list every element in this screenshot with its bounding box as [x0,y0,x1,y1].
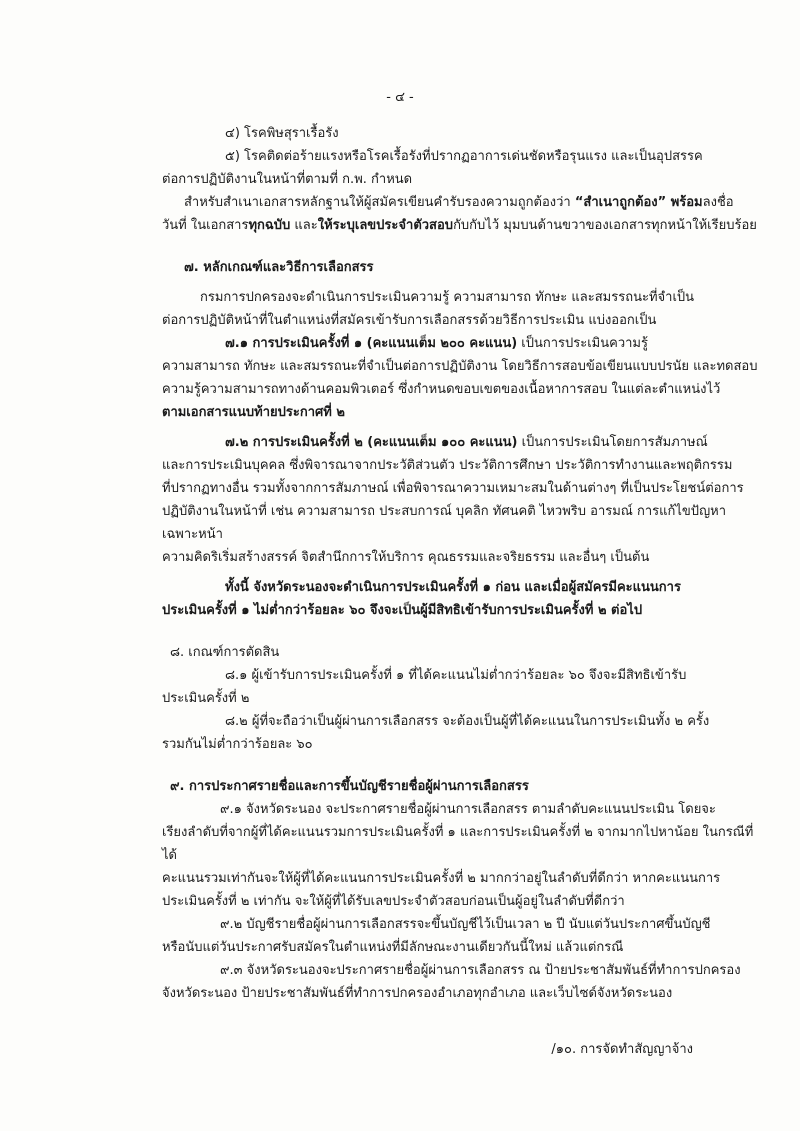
continuation-note: /๑๐. การจัดทำสัญญาจ้าง [551,1042,693,1057]
text-run: สำหรับสำเนาเอกสารหลักฐานให้ผู้สมัครเขียนคำรับรองความถูกต้องว่า [184,195,575,210]
paragraph-line: รวมกันไม่ต่ำกว่าร้อยละ ๖๐ [162,737,313,752]
text-run: ลงชื่อ [702,195,734,210]
paragraph-line: ความรู้ความสามารถทางด้านคอมพิวเตอร์ ซึ่งกำหนดขอบเขตของเนื้อหาการสอบ ในแต่ละตำแหน่งไว้ [162,382,721,397]
paragraph-line [162,332,758,355]
text-run-bold: ๗.๑ การประเมินครั้งที่ ๑ (คะแนนเต็ม ๒๐๐ คะแนน) [225,336,518,351]
paragraph-line: ประเมินครั้งที่ ๒ เท่ากัน จะให้ผู้ที่ได้รับเลขประจำตัวสอบก่อนเป็นผู้อยู่ในลำดับที่ดีกว่า [162,894,625,909]
paragraph-line: ๘.๑ ผู้เข้ารับการประเมินครั้งที่ ๑ ที่ได้คะแนนไม่ต่ำกว่าร้อยละ ๖๐ จึงจะมีสิทธิเข้ารับ [225,668,687,683]
paragraph-line [162,431,758,454]
section-heading: ๙. การประกาศรายชื่อและการขึ้นบัญชีรายชื่อผู้ผ่านการเลือกสรร [170,779,529,794]
text-run: วันที่ ในเอกสาร [162,218,249,233]
paragraph-line: ต่อการปฏิบัติหน้าที่ในตำแหน่งที่สมัครเข้ารับการเลือกสรรด้วยวิธีการประเมิน แบ่งออกเป็น [162,313,657,328]
paragraph-line: กรมการปกครองจะดำเนินการประเมินความรู้ ความสามารถ ทักษะ และสมรรถนะที่จำเป็น [200,290,695,305]
paragraph-line: ที่ปรากฏทางอื่น รวมทั้งจากการสัมภาษณ์ เพื่อพิจารณาความเหมาะสมในด้านต่างๆ ที่เป็นประโยชน์ต่อการ [162,481,744,496]
paragraph-line: ประเมินครั้งที่ ๒ [162,691,250,706]
paragraph-line [162,214,758,237]
text-run-bold: ๗.๒ การประเมินครั้งที่ ๒ (คะแนนเต็ม ๑๐๐ คะแนน) [225,435,518,450]
paragraph-line: ต่อการปฏิบัติงานในหน้าที่ตามที่ ก.พ. กำหนด [162,172,413,187]
paragraph-line: หรือนับแต่วันประกาศรับสมัครในตำแหน่งที่มีลักษณะงานเดียวกันนี้ใหม่ แล้วแต่กรณี [162,940,624,955]
list-item: ๔) โรคพิษสุราเรื้อรัง [225,126,339,141]
paragraph-line: และการประเมินบุคคล ซึ่งพิจารณาจากประวัติส่วนตัว ประวัติการศึกษา ประวัติการทำงานและพฤติกรรม [162,458,733,473]
list-item: ๕) โรคติดต่อร้ายแรงหรือโรคเรื้อรังที่ปรากฏอาการเด่นชัดหรือรุนแรง และเป็นอุปสรรค [225,149,703,164]
text-run-bold: ให้ระบุเลขประจำตัวสอบ [317,218,454,233]
text-run: เป็นการประเมินโดยการสัมภาษณ์ [517,435,708,450]
paragraph-line [162,191,758,214]
paragraph-line: ประเมินครั้งที่ ๑ ไม่ต่ำกว่าร้อยละ ๖๐ จึงจะเป็นผู้มีสิทธิเข้ารับการประเมินครั้งที่ ๒ ต่อไป [162,603,643,618]
paragraph-line: เรียงลำดับที่จากผู้ที่ได้คะแนนรวมการประเมินครั้งที่ ๑ และการประเมินครั้งที่ ๒ จากมากไปหาน้อย ในกรณีที่ได้ [162,825,754,863]
paragraph-line: ๙.๓ จังหวัดระนองจะประกาศรายชื่อผู้ผ่านการเลือกสรร ณ ป้ายประชาสัมพันธ์ที่ทำการปกครอง [220,963,741,978]
text-run-bold: “สำเนาถูกต้อง” พร้อม [574,195,703,210]
paragraph-line: ตามเอกสารแนบท้ายประกาศที่ ๒ [162,405,345,420]
paragraph-line: ๙.๑ จังหวัดระนอง จะประกาศรายชื่อผู้ผ่านการเลือกสรร ตามลำดับคะแนนประเมิน โดยจะ [220,802,716,817]
document-body [162,122,758,1061]
paragraph-line: จังหวัดระนอง ป้ายประชาสัมพันธ์ที่ทำการปกครองอำเภอทุกอำเภอ และเว็บไซด์จังหวัดระนอง [162,986,673,1001]
text-run: และ [290,218,318,233]
paragraph-line: คะแนนรวมเท่ากันจะให้ผู้ที่ได้คะแนนการประเมินครั้งที่ ๒ มากกว่าอยู่ในลำดับที่ดีกว่า หากคะแนนการ [162,871,721,886]
paragraph-line: ปฏิบัติงานในหน้าที่ เช่น ความสามารถ ประสบการณ์ บุคลิก ทัศนคติ ไหวพริบ อารมณ์ การแก้ไขปัญหาเฉพาะหน้า [162,504,727,542]
text-run: เป็นการประเมินความรู้ [517,336,648,351]
paragraph-line: ๘.๒ ผู้ที่จะถือว่าเป็นผู้ผ่านการเลือกสรร จะต้องเป็นผู้ที่ได้คะแนนในการประเมินทั้ง ๒ ครั้ง [225,714,710,729]
paragraph-line: ๙.๒ บัญชีรายชื่อผู้ผ่านการเลือกสรรจะขึ้นบัญชีไว้เป็นเวลา ๒ ปี นับแต่วันประกาศขึ้นบัญชี [220,917,711,932]
text-run-bold: ทุกฉบับ [248,218,291,233]
paragraph-line: ทั้งนี้ จังหวัดระนองจะดำเนินการประเมินครั้งที่ ๑ ก่อน และเมื่อผู้สมัครมีคะแนนการ [225,580,681,595]
paragraph-line: ความสามารถ ทักษะ และสมรรถนะที่จำเป็นต่อการปฏิบัติงาน โดยวิธีการสอบข้อเขียนแบบปรนัย และทดสอบ [162,359,758,374]
section-heading: ๘. เกณฑ์การตัดสิน [170,645,280,660]
text-run: กับกับไว้ มุมบนด้านขวาของเอกสารทุกหน้าให้เรียบร้อย [453,218,757,233]
section-heading: ๗. หลักเกณฑ์และวิธีการเลือกสรร [184,260,374,275]
page-number: - ๔ - [386,90,414,105]
paragraph-line: ความคิดริเริ่มสร้างสรรค์ จิตสำนึกการให้บริการ คุณธรรมและจริยธรรม และอื่นๆ เป็นต้น [162,550,650,565]
